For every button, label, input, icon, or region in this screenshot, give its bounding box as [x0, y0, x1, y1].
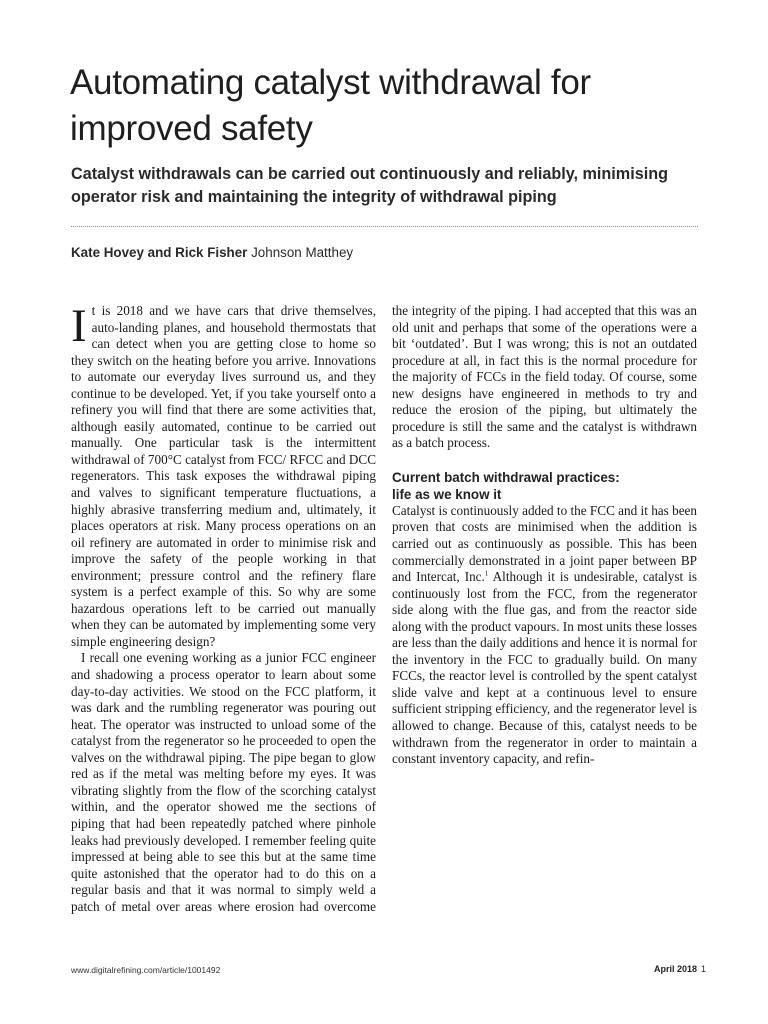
byline-company: Johnson Matthey: [251, 245, 354, 260]
paragraph-3-text: Catalyst is continuously added to the FCC and it has been proven that costs are minimised when the addition is carried out as continuously as possible. This has been commercially demonstrated in a joint paper between BP and Intercat, Inc.: [392, 502, 697, 585]
footer-url[interactable]: www.digitalrefining.com/article/1001492: [71, 965, 221, 975]
article-title: Automating catalyst withdrawal for improved safety: [70, 63, 591, 148]
section-heading: [392, 469, 697, 503]
body-paragraph-1: [71, 300, 376, 650]
dotted-divider: [71, 226, 698, 227]
reference-marker[interactable]: 1: [484, 569, 489, 578]
footer-date: April 2018: [653, 964, 697, 974]
byline: [71, 244, 671, 262]
paragraph-1-text: t is 2018 and we have cars that drive themselves, auto-landing planes, and household thermostats that can detect when you are getting close to home so they switch on the heating before you arrive. Innovations to automate our everyday lives surround us, and they continue to be developed. Yet, if you take yourself onto a refinery you will find that there are some activities that, although easily automated, continue to be carried out manually. One particular task is the intermittent withdrawal of 700°C catalyst from FCC/ RFCC and DCC regenerators. This task exposes the withdrawal piping and valves to significant temperature fluctuations, a highly abrasive transferring medium and, ultimately, it places operators at risk. Many process operations on an oil refinery are automated in order to minimise risk and improve the safety of the people working in that environment; pressure control and the refinery flare system is a perfect example of this. So why are some hazardous operations left to be carried out manually when they can be automated by implementing some very simple engineering design?: [71, 303, 376, 649]
byline-authors: Kate Hovey and Rick Fisher: [71, 245, 248, 260]
page-number: 1: [700, 964, 706, 974]
column-right: [392, 303, 697, 768]
drop-cap: I: [71, 300, 87, 352]
article-subtitle: Catalyst withdrawals can be carried out continuously and reliably, minimising operator risk and maintaining the integrity of withdrawal piping: [71, 165, 668, 206]
paragraph-3-text-continued: Although it is undesirable, catalyst is continuously lost from the FCC, from the regenerator side along with the flue gas, and from the reactor side along with the product vapours. In most units these losses are less than the daily additions and hence it is normal for the inventory in the FCC to gradually build. On many FCCs, the reactor level is controlled by the spent catalyst slide valve and kept at a continuous level to ensure sufficient stripping efficiency, and the regenerator level is allowed to change. Because of this, catalyst needs to be withdrawn from the regenerator in order to maintain a constant inventory capacity, and refin-: [392, 569, 697, 767]
body-paragraph-3: [392, 503, 697, 768]
section-heading-line-2: life as we know it: [392, 486, 502, 502]
section-heading-line-1: Current batch withdrawal practices:: [392, 469, 620, 485]
body-paragraph-2-continued: the integrity of the piping. I had accepted that this was an old unit and perhaps that some of the operations were a bit ‘outdated’. But I was wrong; this is not an outdated procedure at all, in fact this is the normal procedure for the majority of FCCs in the field today. Of course, some new designs have engineered in methods to try and reduce the erosion of the piping, but ultimately the procedure is still the same and the catalyst is withdrawn as a batch process.: [392, 303, 697, 451]
body-paragraph-2: I recall one evening working as a junior FCC engineer and shadowing a process operator to learn about some day-to-day activities. We stood on the FCC platform, it was dark and the rumbling regenerator was pouring out heat. The operator was instructed to unload some of the catalyst from the regenerator so he proceeded to open the valves on the withdrawal piping. The pipe began to glow red as if the metal was melting before my eyes. It was vibrating slightly from the flow of the scorching catalyst within, and the operator showed me the sections of piping that had been repeatedly patched where pinhole leaks had previously developed. I remember feeling quite impressed at being able to see this but at the same time quite astonished that the operator had to do this on a regular basis and that it was normal to simply weld a patch of metal over areas where erosion had overcome: [71, 650, 376, 914]
column-left: [71, 300, 376, 915]
footer-date-page: [654, 964, 706, 974]
